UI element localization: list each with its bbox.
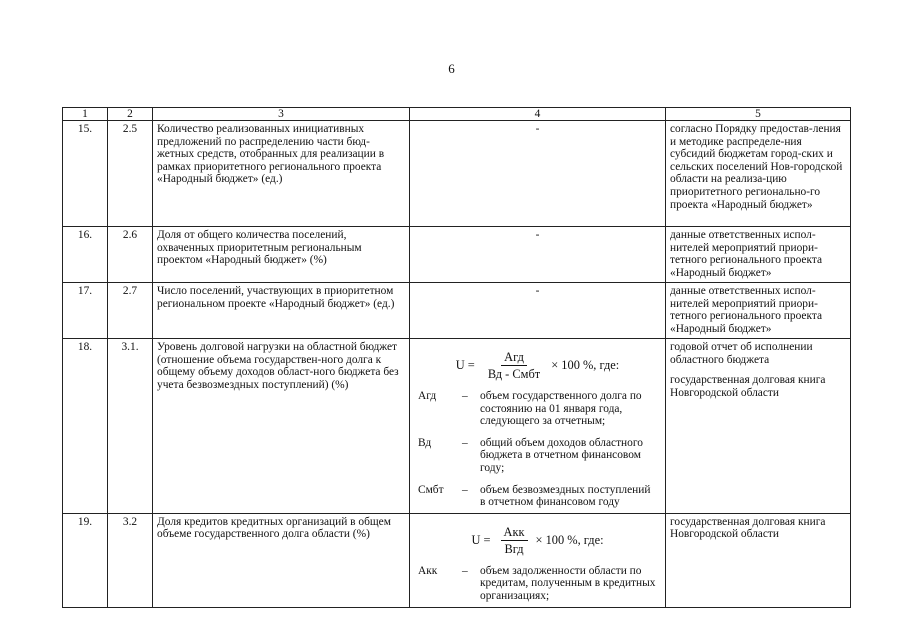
row-number: 15. — [63, 121, 108, 227]
data-source-line: годовой отчет об исполнении областного бюджета — [670, 341, 813, 366]
formula-definitions — [414, 388, 661, 511]
calculation-method: - — [410, 121, 666, 227]
formula-rhs: × 100 %, где: — [535, 532, 604, 547]
formula-lhs: U = — [471, 532, 491, 547]
header-col-2: 2 — [108, 108, 153, 121]
calculation-method — [410, 339, 666, 514]
definition-symbol: Акк — [418, 564, 438, 577]
table-row — [63, 513, 851, 607]
data-source: данные ответственных испол-нителей мероприятий приори-тетного регионального проекта «Народный бюджет» — [666, 283, 851, 339]
table-row — [63, 283, 851, 339]
row-number: 18. — [63, 339, 108, 514]
indicator-code: 3.2 — [108, 513, 153, 607]
indicator-name: Доля от общего количества поселений, охваченных приоритетным региональным проектом «Народный бюджет» (%) — [153, 227, 410, 283]
definition-item — [414, 563, 661, 605]
formula-definitions — [414, 563, 661, 605]
data-source-line: государственная долговая книга Новгородской области — [670, 374, 826, 399]
data-source: данные ответственных испол-нителей мероприятий приори-тетного регионального проекта «Народный бюджет» — [666, 227, 851, 283]
page-number: 6 — [448, 61, 455, 76]
row-number: 16. — [63, 227, 108, 283]
definition-symbol: Вд — [418, 436, 432, 449]
formula-fraction — [485, 349, 543, 382]
calculation-method: - — [410, 283, 666, 339]
indicator-name: Доля кредитов кредитных организаций в общем объеме государственного долга области (%) — [153, 513, 410, 607]
indicator-code: 3.1. — [108, 339, 153, 514]
data-source — [666, 513, 851, 607]
calculation-method — [410, 513, 666, 607]
indicator-code: 2.6 — [108, 227, 153, 283]
row-number: 17. — [63, 283, 108, 339]
formula-numerator: Акк — [501, 524, 528, 541]
formula-denominator: Вд - Смбт — [487, 367, 541, 381]
definition-item — [414, 477, 661, 511]
indicator-name: Уровень долговой нагрузки на областной бюджет (отношение объема государствен-ного долга к общему объему доходов област-ного бюджета без учета безвозмездных поступлений) (%) — [153, 339, 410, 514]
table-row — [63, 227, 851, 283]
data-source — [666, 339, 851, 514]
header-col-1: 1 — [63, 108, 108, 121]
formula — [414, 524, 661, 557]
table-header-row — [63, 108, 851, 121]
definition-dash: – — [462, 390, 468, 402]
definition-text: объем безвозмездных поступлений в отчетном финансовом году — [480, 483, 651, 509]
indicator-name: Число поселений, участвующих в приоритетном региональном проекте «Народный бюджет» (ед.) — [153, 283, 410, 339]
header-col-5: 5 — [666, 108, 851, 121]
indicator-code: 2.7 — [108, 283, 153, 339]
calculation-method: - — [410, 227, 666, 283]
definition-item — [414, 430, 661, 477]
formula-denominator: Вгд — [504, 541, 524, 556]
header-col-4: 4 — [410, 108, 666, 121]
indicator-name: Количество реализованных инициативных предложений по распределению части бюд-жетных средств, отобранных для реализации в рамках приоритетного регионального проекта «Народный бюджет» (ед.) — [153, 121, 410, 227]
formula-numerator: Агд — [501, 349, 527, 366]
definition-symbol: Агд — [418, 390, 437, 402]
data-source: согласно Порядку предостав-ления и методике распределе-ния субсидий бюджетам город-ских и сельских поселений Нов-городской области на реализа-цию приоритетного регионально-го проекта «Народный бюджет» — [666, 121, 851, 227]
definition-symbol: Смбт — [418, 483, 444, 496]
indicator-code: 2.5 — [108, 121, 153, 227]
definition-dash: – — [462, 483, 468, 496]
definition-text: общий объем доходов областного бюджета в отчетном финансовом году; — [480, 436, 643, 474]
formula-lhs: U = — [455, 358, 475, 373]
header-col-3: 3 — [153, 108, 410, 121]
table-row — [63, 121, 851, 227]
formula — [414, 349, 661, 382]
definition-item — [414, 388, 661, 430]
indicators-table — [62, 107, 851, 608]
formula-rhs: × 100 %, где: — [551, 358, 620, 373]
definition-text: объем задолженности области по кредитам, полученным в кредитных организациях; — [480, 564, 656, 602]
formula-fraction — [501, 524, 528, 557]
row-number: 19. — [63, 513, 108, 607]
definition-dash: – — [462, 436, 468, 449]
table-row — [63, 339, 851, 514]
definition-dash: – — [462, 564, 468, 577]
data-source-line: государственная долговая книга Новгородской области — [670, 515, 826, 541]
definition-text: объем государственного долга по состоянию на 01 января года, следующего за отчетным; — [480, 390, 642, 428]
